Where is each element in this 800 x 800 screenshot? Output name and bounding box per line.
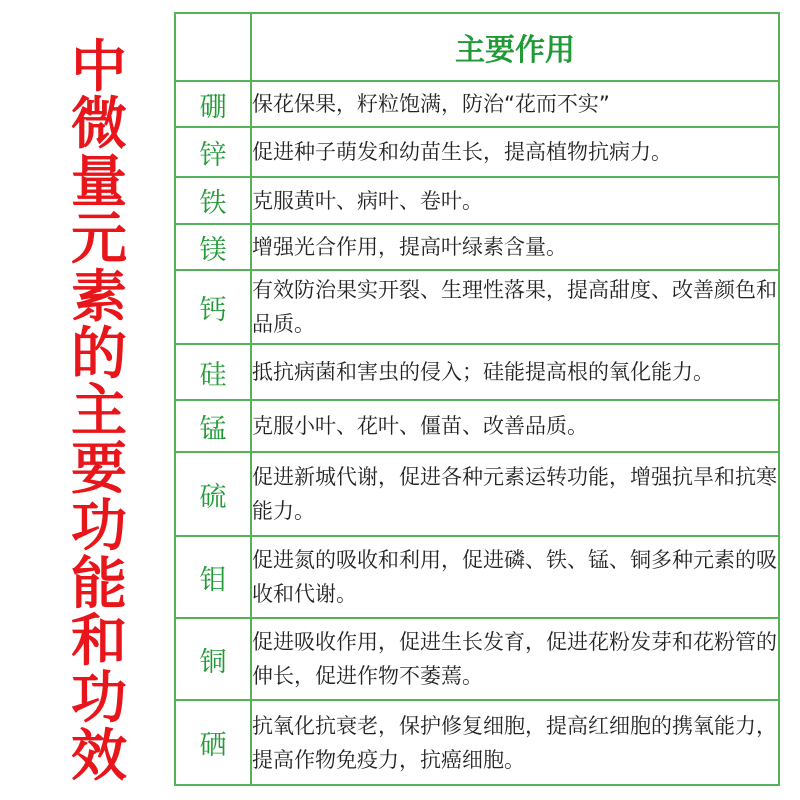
element-description: 增强光合作用，提高叶绿素含量。 — [251, 224, 779, 270]
title-char: 要 — [71, 436, 127, 502]
element-name: 钙 — [175, 270, 251, 344]
element-description: 克服小叶、花叶、僵苗、改善品质。 — [251, 400, 779, 452]
element-name: 硼 — [175, 81, 251, 127]
element-description: 促进新城代谢，促进各种元素运转功能，增强抗旱和抗寒能力。 — [251, 452, 779, 536]
title-char: 和 — [71, 609, 127, 675]
element-name: 镁 — [175, 224, 251, 270]
element-description: 抗氧化抗衰老，保护修复细胞，提高红细胞的携氧能力，提高作物免疫力，抗癌细胞。 — [251, 700, 779, 785]
element-name: 锌 — [175, 127, 251, 177]
element-name: 锰 — [175, 400, 251, 452]
table-row — [175, 127, 779, 177]
table-row — [175, 344, 779, 400]
table-row — [175, 452, 779, 536]
table-row — [175, 536, 779, 618]
title-char: 的 — [71, 322, 127, 388]
title-char: 能 — [71, 551, 127, 617]
element-description: 有效防治果实开裂、生理性落果，提高甜度、改善颜色和品质。 — [251, 270, 779, 344]
vertical-title — [64, 35, 134, 789]
title-char: 元 — [71, 207, 127, 273]
element-description: 克服黄叶、病叶、卷叶。 — [251, 177, 779, 224]
title-char: 效 — [71, 723, 127, 789]
element-description: 促进种子萌发和幼苗生长，提高植物抗病力。 — [251, 127, 779, 177]
title-char: 中 — [71, 35, 127, 100]
title-char: 量 — [71, 149, 127, 215]
table-row — [175, 81, 779, 127]
element-description: 促进吸收作用，促进生长发育，促进花粉发芽和花粉管的伸长，促进作物不萎蔫。 — [251, 618, 779, 700]
element-description: 保花保果，籽粒饱满，防治“花而不实” — [251, 81, 779, 127]
table-row — [175, 270, 779, 344]
title-char: 主 — [71, 379, 127, 445]
table-row — [175, 400, 779, 452]
table-row — [175, 700, 779, 785]
element-name: 铜 — [175, 618, 251, 700]
element-name: 铁 — [175, 177, 251, 224]
table-row — [175, 224, 779, 270]
title-char: 功 — [71, 494, 127, 560]
title-char: 功 — [71, 666, 127, 732]
table-row — [175, 177, 779, 224]
element-name: 钼 — [175, 536, 251, 618]
element-name: 硫 — [175, 452, 251, 536]
element-function-table — [174, 12, 780, 786]
table-header-row — [175, 13, 779, 81]
title-char: 素 — [71, 264, 127, 330]
table-row — [175, 618, 779, 700]
element-description: 促进氮的吸收和利用，促进磷、铁、锰、铜多种元素的吸收和代谢。 — [251, 536, 779, 618]
title-char: 微 — [71, 92, 127, 158]
element-name: 硅 — [175, 344, 251, 400]
element-name: 硒 — [175, 700, 251, 785]
header-blank-cell — [175, 13, 251, 81]
element-description: 抵抗病菌和害虫的侵入；硅能提高根的氧化能力。 — [251, 344, 779, 400]
header-main-function: 主要作用 — [251, 13, 779, 81]
